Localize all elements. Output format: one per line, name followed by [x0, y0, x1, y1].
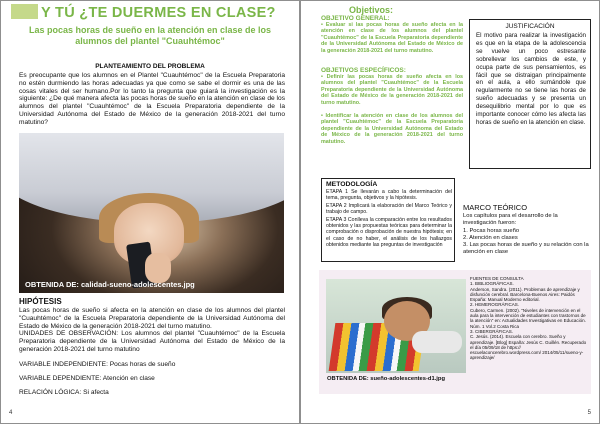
ref-cibergraficas-heading: 3. CIBERGRÁFICAS. — [470, 328, 514, 334]
marco-item-2: 2. Atención en clases — [463, 235, 518, 241]
objetivo-especifico-1: • Definir las pocas horas de sueño afecta en los alumnos del plantel "Cuauhtémoc" de la Escuela Preparatoria dependiente de la Universidad Autónoma del Estado de México de la generación 2018-2021 del turno matutino. — [321, 74, 463, 106]
justificacion-box — [469, 19, 591, 169]
metodologia-etapa-2: ETAPA 2 Implicará la elaboración del Marco Teórico y trabajo de campo. — [326, 203, 452, 216]
hipotesis-text: Las pocas horas de sueño si afecta en la atención en clase de los alumnos del plantel "Cuauhtémoc" de la Escuela Preparatoria dependiente de la Universidad Autónoma del Estado de México de la generación 2018-2021 del turno matutino. — [19, 307, 285, 330]
references-list — [470, 276, 588, 361]
ref-cibergraficas-text: C. Jesús. (2014). Escuela con cerebro. Sueño y aprendizaje. [Blog] España: Jesús C. Guillén. Recuperado el día 05/09/18 de https:// escuelaconcerebro.wordpress.com/ 2014/05/11/sueno-y-aprendizaje/ — [470, 334, 587, 361]
page-number-left: 4 — [9, 410, 13, 416]
objetivos-heading: Objetivos: — [348, 5, 393, 15]
metodologia-etapa-3: ETAPA 3 Conlleva la comparación entre los resultados obtenidos y las propuestas teóricas para determinar la comprobación o disprobación de nuestra hipótesis; en el caso de no haber, el análisis de los hallazgos obtenidos mediante las preguntas de investigación — [326, 217, 452, 248]
title-decoration — [11, 4, 38, 19]
page-number-right: 5 — [587, 410, 591, 416]
page-subtitle: Las pocas horas de sueño en la atención en clase de los alumnos del plantel "Cuauhtémoc" — [28, 25, 272, 46]
fuentes-consulta-box — [319, 270, 591, 394]
metodologia-heading: METODOLOGÍA — [326, 181, 378, 188]
marco-teorico-intro: Los capítulos para el desarrollo de la investigación fueron: — [463, 213, 558, 226]
variable-independiente: VARIABLE INDEPENDIENTE: Pocas horas de sueño — [19, 361, 176, 368]
references-heading: FUENTES DE CONSULTA — [470, 276, 524, 281]
objetivo-especifico-2: • Identificar la atención en clase de los alumnos del plantel "Cuauhtémoc" de la Escuela Preparatoria dependiente de la Universidad Autónoma del Estado de México de la generación 2018-2021 del turno matutino. — [321, 113, 463, 145]
planteamiento-text: Es preocupante que los alumnos en el Plantel "Cuauhtémoc" de la Escuela Preparatoria no estén durmiendo las horas adecuadas ya que como se sabe el dormir es una de las cosas vitales del ser humano.Por lo tanto la pregunta que guiará la investigación es la siguiente: ¿De qué manera afecta las pocas horas de sueño en la atención en clase de los alumnos del plantel "Cuauhtémoc" de la Escuela Preparatoria dependiente de la Universidad Autónoma del Estado de México de la generación 2018-2021 del turno matutino? — [19, 72, 285, 126]
page-title: Y TÚ ¿TE DUERMES EN CLASE? — [41, 5, 276, 21]
hand-shape — [145, 253, 171, 283]
photo-caption: OBTENIDA DE: calidad-sueno-adolescentes.jpg — [25, 280, 195, 289]
ref-bibliograficas-heading: 1. BIBLIOGRÁFICAS. — [470, 281, 514, 287]
metodologia-etapa-1: ETAPA 1 Se llevarán a cabo la determinación del tema, pregunta, objetivos y la hipótesis. — [326, 189, 452, 202]
girl-with-phone-photo — [19, 133, 284, 293]
left-page — [1, 1, 299, 423]
justificacion-text: El motivo para realizar la investigación es que en la etapa de la adolescencia se vuelve un poco estresante sobrellevar los cambios de este, y ocupa parte de sus pensamientos, es fácil que se distraigan principalmente en el aula, a ello sumándole que regularmente no se tiene las horas de sueño adecuadas y se presenta un desequilibrio mental por lo que es importante conocer cómo les afecta las horas de sueño en la atención en clase. — [476, 32, 586, 126]
right-page — [301, 1, 599, 423]
student-photo-caption: OBTENIDA DE: sueño-adolescentes-d1.jpg — [327, 376, 445, 382]
ref-hemerograficas-heading: 2. HEMEROGRÁFICAS. — [470, 302, 520, 308]
ref-hemerograficas-text: Cubero, Carmen. (2002). "Niveles de intervención en el aula para la intervención de estudiantes con trastornos de la atención" en: Actualidades Investigativas en Educación. Núm. 1 Vol.2 Costa Rica — [470, 307, 586, 329]
student-arm — [412, 331, 462, 353]
objetivos-especificos-heading: OBJETIVOS ESPECÍFICOS: — [321, 67, 406, 74]
objetivo-general-text: • Evaluar si las pocas horas de sueño afecta en la atención en clase de los alumnos del plantel "Cuauhtémoc" de la Escuela Preparatoria dependiente de la Universidad Autónoma del Estado de México de la generación 2018-2021 del turno matutino. — [321, 22, 463, 54]
student-sleeping-photo — [326, 279, 466, 373]
relacion-logica: RELACIÓN LÓGICA: Si afecta — [19, 389, 109, 396]
metodologia-box — [321, 178, 455, 262]
marco-item-1: 1. Pocas horas sueño — [463, 228, 520, 234]
justificacion-heading: JUSTIFICACIÓN — [505, 23, 555, 30]
planteamiento-heading: PLANTEAMIENTO DEL PROBLEMA — [95, 63, 205, 70]
unidades-observacion: UNIDADES DE OBSERVACIÓN: Los alumnos del plantel "Cuauhtémoc" de la Escuela Preparatoria dependiente de la Universidad Autónoma del Estado de México de la generación 2018-2021 del turno matutino — [19, 330, 285, 353]
objetivo-general-heading: OBJETIVO GENERAL: — [321, 15, 390, 22]
ref-bibliograficas-text: Anderson, Sandra. (2011). Problemas de aprendizaje y disfunción cerebral. Barcelona-Buenos Aires: Paidós España: Manual Moderno editorial. — [470, 286, 580, 303]
variable-dependiente: VARIABLE DEPENDIENTE: Atención en clase — [19, 375, 155, 382]
marco-teorico-heading: MARCO TEÓRICO — [463, 203, 528, 212]
hipotesis-heading: HIPÓTESIS — [19, 297, 62, 306]
marco-item-3: 3. Las pocas horas de sueño y su relación con la atención en clase — [463, 242, 589, 255]
